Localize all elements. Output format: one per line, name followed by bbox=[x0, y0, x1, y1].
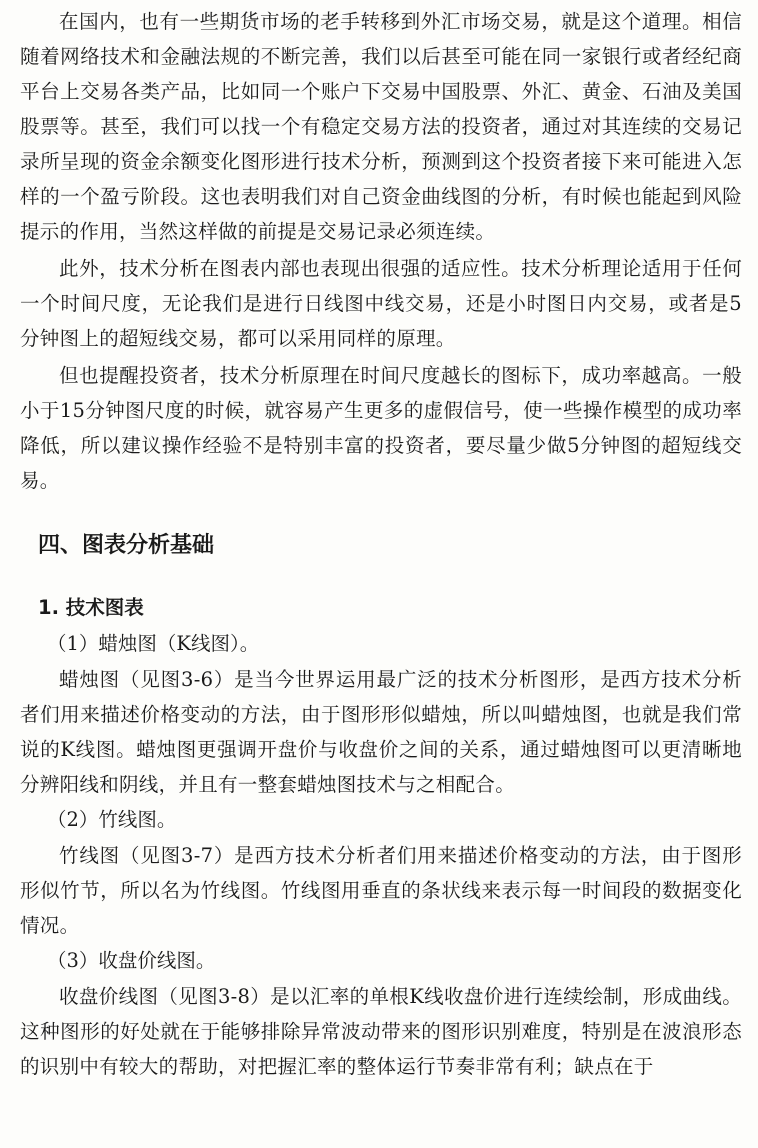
item-2-title: （2）竹线图。 bbox=[47, 808, 177, 831]
intro-paragraph-2: 此外，技术分析在图表内部也表现出很强的适应性。技术分析理论适用于任何一个时间尺度，无论我们是进行日线图中线交易，还是小时图日内交易，或者是5分钟图上的超短线交易，都可以采用同样的原理。 bbox=[20, 257, 742, 350]
subsection-heading: 1. 技术图表 bbox=[38, 596, 144, 619]
item-2-body: 竹线图（见图3-7）是西方技术分析者们用来描述价格变动的方法，由于图形形似竹节，所以名为竹线图。竹线图用垂直的条状线来表示每一时间段的数据变化情况。 bbox=[20, 844, 742, 937]
item-1-body: 蜡烛图（见图3-6）是当今世界运用最广泛的技术分析图形，是西方技术分析者们用来描述价格变动的方法，由于图形形似蜡烛，所以叫蜡烛图，也就是我们常说的K线图。蜡烛图更强调开盘价与收盘价之间的关系，通过蜡烛图可以更清晰地分辨阳线和阴线，并且有一整套蜡烛图技术与之相配合。 bbox=[20, 668, 742, 796]
intro-paragraph-3: 但也提醒投资者，技术分析原理在时间尺度越长的图标下，成功率越高。一般小于15分钟图尺度的时候，就容易产生更多的虚假信号，使一些操作模型的成功率降低，所以建议操作经验不是特别丰富的投资者，要尽量少做5分钟图的超短线交易。 bbox=[20, 364, 742, 492]
intro-paragraph-1: 在国内，也有一些期货市场的老手转移到外汇市场交易，就是这个道理。相信随着网络技术和金融法规的不断完善，我们以后甚至可能在同一家银行或者经纪商平台上交易各类产品，比如同一个账户下交易中国股票、外汇、黄金、石油及美国股票等。甚至，我们可以找一个有稳定交易方法的投资者，通过对其连续的交易记录所呈现的资金余额变化图形进行技术分析，预测到这个投资者接下来可能进入怎样的一个盈亏阶段。这也表明我们对自己资金曲线图的分析，有时候也能起到风险提示的作用，当然这样做的前提是交易记录必须连续。 bbox=[20, 10, 742, 243]
section-heading: 四、图表分析基础 bbox=[38, 533, 215, 558]
item-1-title: （1）蜡烛图（K线图）。 bbox=[47, 632, 260, 655]
item-3-body: 收盘价线图（见图3-8）是以汇率的单根K线收盘价进行连续绘制，形成曲线。这种图形的好处就在于能够排除异常波动带来的图形识别难度，特别是在波浪形态的识别中有较大的帮助，对把握汇率的整体运行节奏非常有利；缺点在于 bbox=[20, 985, 742, 1078]
item-3-title: （3）收盘价线图。 bbox=[47, 949, 216, 972]
